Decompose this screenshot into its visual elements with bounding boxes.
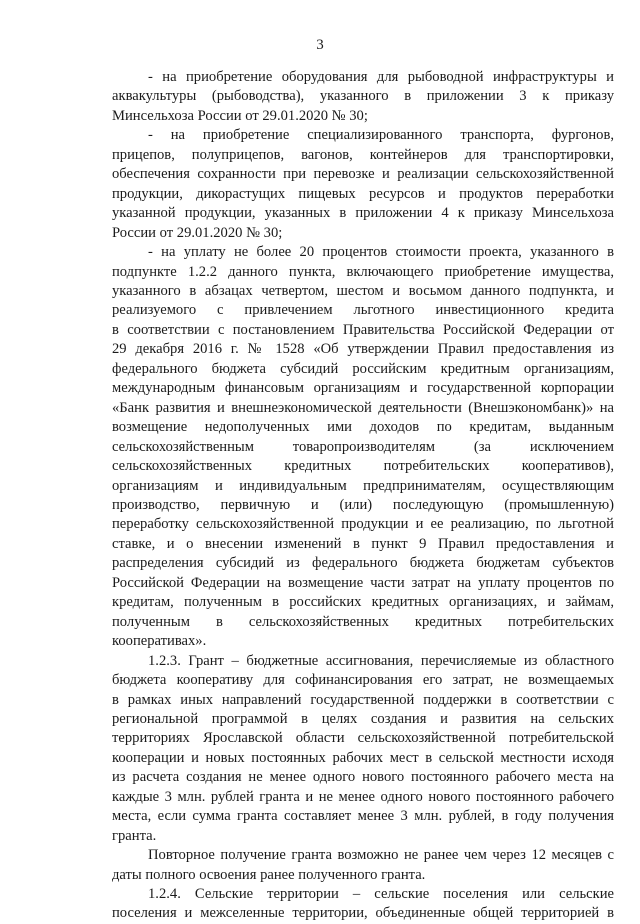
text-line: переработку сельскохозяйственной продукции и ее реализацию, по льготной	[112, 516, 614, 533]
text-line: реализуемого с привлечением льготного инвестиционного кредита	[112, 302, 614, 319]
paragraph-repeat-grant	[112, 846, 614, 885]
text-line: региональной программой в целях создания и развития на сельских	[112, 710, 614, 727]
text-line: продукции, дикорастущих пищевых ресурсов и продуктов переработки	[112, 185, 614, 202]
paragraph-grant-definition	[112, 652, 614, 847]
text-line: ставке, и о внесении изменений в пункт 9 Правил предоставления и	[112, 535, 614, 552]
text-line: 29 декабря 2016 г. № 1528 «Об утверждении Правил предоставления из	[112, 341, 614, 358]
text-line: возмещение недополученных ими доходов по кредитам, выданным	[112, 419, 614, 436]
text-line: гранта.	[112, 827, 157, 844]
text-line: кооперации и новых постоянных рабочих мест в сельской местности исходя	[112, 749, 614, 766]
text-line: обеспечения сохранности при перевозке и реализации сельскохозяйственной	[112, 166, 614, 183]
text-line: Российской Федерации на возмещение части затрат на уплату процентов по	[112, 574, 614, 591]
text-line: распределения субсидий из федерального бюджета бюджетам субъектов	[112, 555, 614, 572]
document-body	[112, 68, 614, 924]
text-line: каждые 3 млн. рублей гранта и не менее одного нового постоянного рабочего	[112, 788, 614, 805]
text-line: Минсельхоза России от 29.01.2020 № 30;	[112, 107, 368, 124]
text-line: места, если сумма гранта составляет менее 3 млн. рублей, в году получения	[112, 808, 614, 825]
paragraph-loan-payment	[112, 243, 614, 652]
text-line: Повторное получение гранта возможно не ранее чем через 12 месяцев с	[148, 847, 614, 864]
text-line: из расчета создания не менее одного нового постоянного рабочего места на	[112, 769, 614, 786]
text-line: территориях Ярославской области сельскохозяйственной потребительской	[112, 730, 614, 747]
text-line: России от 29.01.2020 № 30;	[112, 224, 283, 241]
text-line: в рамках иных направлений государственной поддержки в соответствии с	[112, 691, 614, 708]
paragraph-transport	[112, 126, 614, 243]
paragraph-equipment	[112, 68, 614, 126]
text-line: «Банк развития и внешнеэкономической деятельности (Внешэкономбанк)» на	[112, 399, 614, 416]
text-line: 1.2.3. Грант – бюджетные ассигнования, перечисляемые из областного	[148, 652, 614, 669]
text-line: полученным в сельскохозяйственных кредитных потребительских	[112, 613, 614, 630]
text-line: подпункте 1.2.2 данного пункта, включающего приобретение имущества,	[112, 263, 614, 280]
page-number: 3	[316, 37, 324, 53]
text-line: сельскохозяйственным товаропроизводителям (за исключением	[112, 438, 614, 455]
text-line: указанного в абзацах четвертом, шестом и восьмом данного подпункта, и	[112, 282, 614, 299]
text-line: даты полного освоения ранее полученного гранта.	[112, 866, 426, 883]
text-line: - на приобретение оборудования для рыбоводной инфраструктуры и	[148, 69, 614, 85]
text-line: федерального бюджета субсидий российским кредитным организациям,	[112, 360, 614, 377]
text-line: указанной продукции, указанных в приложении 4 к приказу Минсельхоза	[112, 205, 614, 222]
text-line: производство, первичную и (или) последующую (промышленную)	[112, 496, 614, 513]
text-line: кредитам, полученным в российских кредитных организациях, и займам,	[112, 594, 614, 611]
paragraph-rural-territories	[112, 885, 614, 924]
text-line: сельскохозяйственных кредитных потребительских кооперативов),	[112, 458, 614, 475]
text-line: в соответствии с постановлением Правительства Российской Федерации от	[112, 321, 614, 338]
text-line: 1.2.4. Сельские территории – сельские поселения или сельские	[148, 886, 614, 903]
text-line: бюджета кооперативу для софинансирования его затрат, не возмещаемых	[112, 672, 614, 689]
text-line: поселения и межселенные территории, объединенные общей территорией в	[112, 905, 614, 922]
text-line: - на приобретение специализированного транспорта, фургонов,	[148, 127, 614, 144]
text-line: организациям и индивидуальным предпринимателям, осуществляющим	[112, 477, 614, 494]
text-line: кооперативах».	[112, 633, 207, 650]
text-line: прицепов, полуприцепов, вагонов, контейнеров для транспортировки,	[112, 146, 614, 163]
text-line: международным финансовым организациям и государственной корпорации	[112, 380, 614, 397]
text-line: - на уплату не более 20 процентов стоимости проекта, указанного в	[148, 244, 614, 261]
text-line: аквакультуры (рыбоводства), указанного в приложении 3 к приказу	[112, 88, 614, 105]
